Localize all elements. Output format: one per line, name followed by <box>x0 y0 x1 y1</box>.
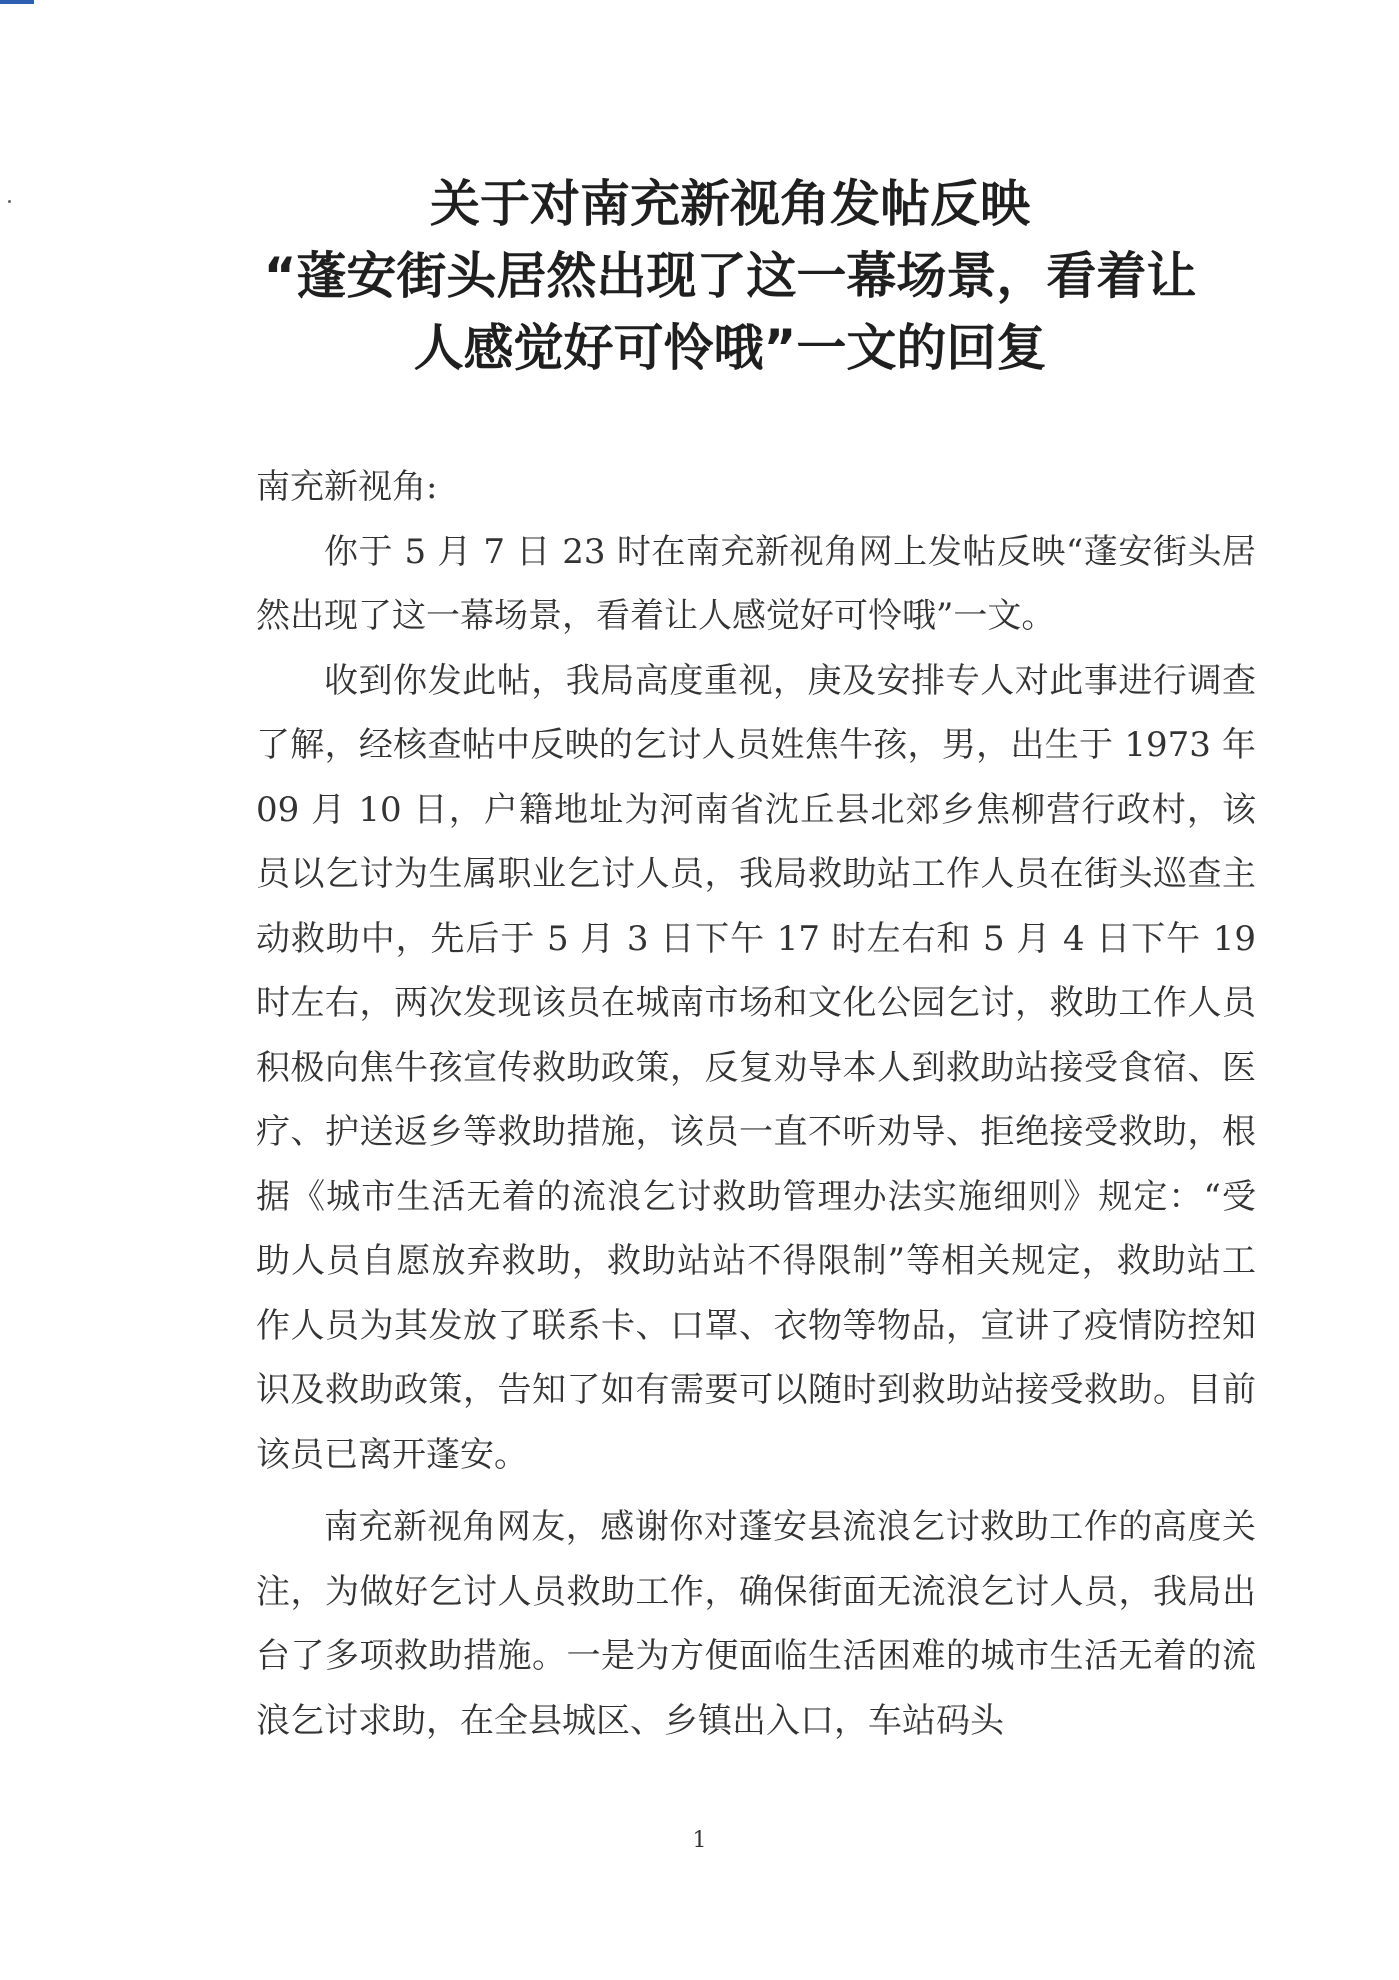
scan-speck <box>8 200 11 203</box>
title-line-2: “蓬安街头居然出现了这一幕场景，看着让 <box>263 247 1197 305</box>
paragraph-2: 收到你发此帖，我局高度重视，庚及安排专人对此事进行调查了解，经核查帖中反映的乞讨人员姓焦牛孩，男，出生于 1973 年 09 月 10 日，户籍地址为河南省沈丘县北郊乡焦柳营行政村，该员以乞讨为生属职业乞讨人员，我局救助站工作人员在街头巡查主动救助中，先后于 5 月 3 日下午 17 时左右和 5 月 4 日下午 19 时左右，两次发现该员在城南市场和文化公园乞讨，救助工作人员积极向焦牛孩宣传救助政策，反复劝导本人到救助站接受食宿、医疗、护送返乡等救助措施，该员一直不听劝导、拒绝接受救助，根据《城市生活无着的流浪乞讨救助管理办法实施细则》规定：“受助人员自愿放弃救助，救助站站不得限制”等相关规定，救助站工作人员为其发放了联系卡、口罩、衣物等物品，宣讲了疫情防控知识及救助政策，告知了如有需要可以随时到救助站接受救助。目前该员已离开蓬安。 <box>256 660 1256 1475</box>
paragraph-3: 南充新视角网友，感谢你对蓬安县流浪乞讨救助工作的高度关注，为做好乞讨人员救助工作，确保街面无流浪乞讨人员，我局出台了多项救助措施。一是为方便面临生活困难的城市生活无着的流浪乞讨求助，在全县城区、乡镇出入口，车站码头 <box>256 1507 1256 1741</box>
title-line-1: 关于对南充新视角发帖反映 <box>430 175 1030 233</box>
salutation: 南充新视角: <box>256 467 438 507</box>
paragraph-1: 你于 5 月 7 日 23 时在南充新视角网上发帖反映“蓬安街头居然出现了这一幕场景，看着让人感觉好可怜哦”一文。 <box>256 531 1256 636</box>
page-number: 1 <box>692 1828 707 1853</box>
scan-edge-mark <box>0 0 34 4</box>
document-title <box>230 168 1230 384</box>
title-line-3: 人感觉好可怜哦”一文的回复 <box>413 319 1047 377</box>
document-body <box>256 455 1256 1753</box>
